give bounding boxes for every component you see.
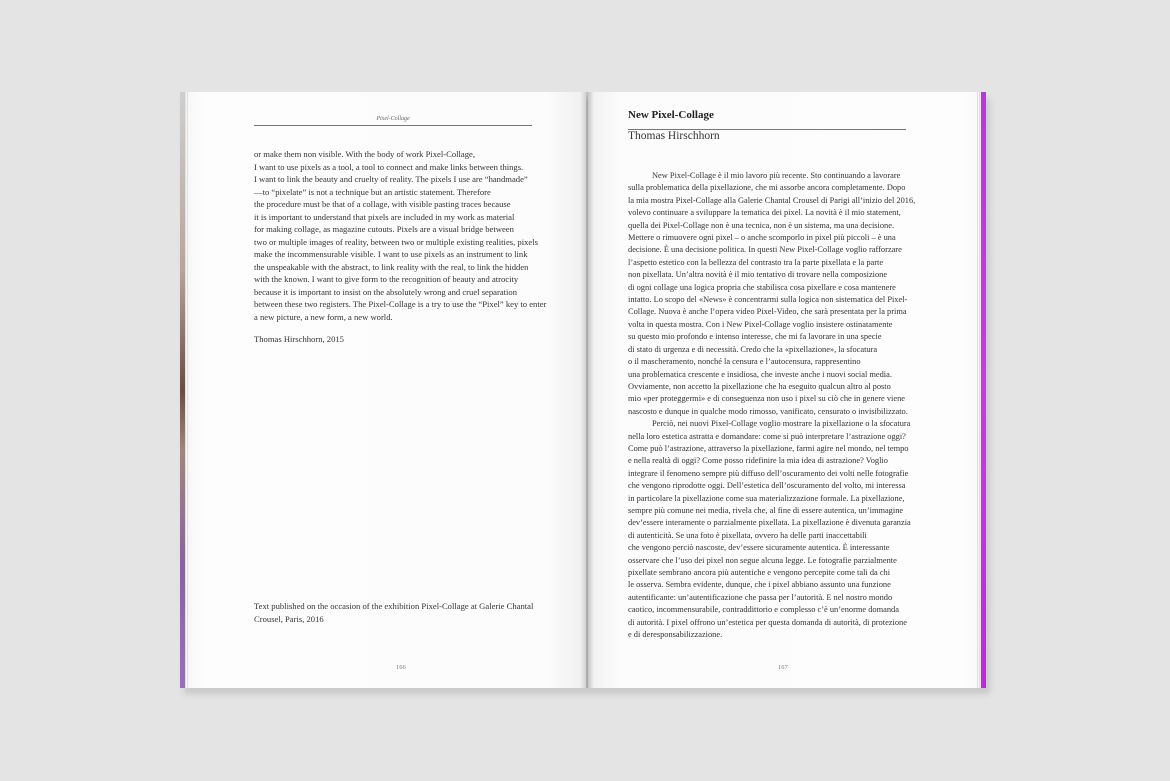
text-line: the procedure must be that of a collage, with visible pasting traces because bbox=[254, 199, 511, 209]
text-line: nella loro estetica astratta e domandare: come si può interpretare l’astrazione oggi? bbox=[628, 431, 906, 441]
text-line: intatto. Lo scopo del «News» è concentrarmi sulla logica non sistematica del Pixel- bbox=[628, 295, 908, 305]
text-line: su questo mio profondo e intenso interesse, che mi fa lavorare in una specie bbox=[628, 332, 882, 342]
text-line: di autenticità. Se una foto è pixellata, ovvero ha delle parti inaccettabili bbox=[628, 530, 867, 540]
page-number-left: 166 bbox=[396, 664, 406, 671]
open-book bbox=[180, 92, 990, 690]
text-line: non pixellata. Un’altra novità è il mio tentativo di trovare nella composizione bbox=[628, 270, 888, 280]
text-line: Come può l’astrazione, attraverso la pixellazione, farmi agire nel mondo, nel tempo bbox=[628, 443, 909, 453]
text-line: di ogni collage una logica propria che stabilisca cosa pixellare e cosa mantenere bbox=[628, 282, 896, 292]
text-line: di stato di urgenza e di necessità. Credo che la «pixellazione», la sfocatura bbox=[628, 344, 878, 354]
text-line: between these two registers. The Pixel-Collage is a try to use the “Pixel” key to enter bbox=[254, 299, 547, 309]
text-line: or make them non visible. With the body of work Pixel-Collage, bbox=[254, 149, 475, 159]
text-line: caotico, incommensurabile, contraddittorio e complesso c’è un’enorme domanda bbox=[628, 605, 899, 615]
text-line: New Pixel-Collage è il mio lavoro più recente. Sto continuando a lavorare bbox=[652, 171, 901, 180]
text-line: for making collage, as magazine cutouts. Pixels are a visual bridge between bbox=[254, 224, 514, 234]
text-line: che vengono riprodotte oggi. Dell’estetica dell’oscuramento del volto, mi interessa bbox=[628, 481, 906, 491]
text-line: decisione. È una decisione politica. In questi New Pixel-Collage voglio rafforzare bbox=[628, 245, 902, 255]
text-line: l’aspetto estetico con la bellezza del contrasto tra la parte pixellata e la parte bbox=[628, 257, 884, 267]
text-line: it is important to understand that pixels are included in my work as material bbox=[254, 211, 515, 222]
text-line: volta in questa mostra. Con i New Pixel-Collage voglio insistere ostinatamente bbox=[628, 319, 893, 329]
text-line: make the incommensurable visible. I want to use pixels as an instrument to link bbox=[254, 249, 528, 259]
text-line: I want to use pixels as a tool, a tool to connect and make links between things. bbox=[254, 161, 524, 172]
text-line: the unspeakable with the abstract, to link reality with the real, to link the hidden bbox=[254, 261, 529, 272]
text-line: I want to link the beauty and cruelty of reality. The pixels I use are “handmade” bbox=[254, 174, 528, 184]
text-line: Collage. Nuova è anche l’opera video Pixel-Video, che sarà presentata per la prima bbox=[628, 307, 907, 317]
page-number-right: 167 bbox=[778, 664, 788, 671]
text-line: di autorità. I pixel offrono un’estetica per questa domanda di autorità, di protezione bbox=[628, 617, 907, 627]
right-page bbox=[588, 92, 986, 688]
text-line: sulla problematica della pixellazione, che mi assorbe ancora completamente. Dopo bbox=[628, 183, 906, 193]
text-line: autentificante: un’autentificazione che passa per l’autorità. E nel nostro mondo bbox=[628, 592, 893, 602]
signature: Thomas Hirschhorn, 2015 bbox=[254, 334, 344, 344]
text-line: che vengono perciò nascoste, dev’essere sicuramente autentica. È interessante bbox=[628, 543, 890, 553]
text-line: Perciò, nei nuovi Pixel-Collage voglio mostrare la pixellazione o la sfocatura bbox=[652, 419, 911, 429]
text-line: sempre più comune nei media, rivela che, al fine di essere autentica, un’immagine bbox=[628, 505, 904, 515]
text-line: two or multiple images of reality, between two or multiple existing realities, pixels bbox=[254, 236, 538, 247]
text-line: e nella realtà di oggi? Come posso ridefinire la mia idea di astrazione? Voglio bbox=[628, 456, 888, 466]
text-line: in particolare la pixellazione come sua materializzazione formale. La pixellazione, bbox=[628, 493, 905, 503]
right-page-edge bbox=[981, 92, 986, 688]
article-title: New Pixel-Collage bbox=[628, 109, 714, 121]
text-line: because it is important to insist on the absolutely wrong and cruel separation bbox=[254, 286, 518, 297]
text-line: Mettere o rimuovere ogni pixel – o anche scomporlo in pixel più piccoli – è una bbox=[628, 233, 896, 243]
head-rule bbox=[254, 125, 532, 126]
right-page-stack bbox=[977, 92, 981, 688]
text-line: quella dei Pixel-Collage non è una tecnica, non è un sistema, ma una decisione. bbox=[628, 220, 895, 230]
text-line: una problematica crescente e insidiosa, che investe anche i nuovi social media. bbox=[628, 369, 892, 379]
text-line: nascosto e dunque in qualche modo rimosso, vanificato, censurato o invisibilizzato. bbox=[628, 406, 908, 416]
text-line: o il mascheramento, nonché la censura e l’autocensura, rappresentino bbox=[628, 357, 861, 367]
running-head: Pixel-Collage bbox=[376, 116, 410, 122]
text-line: mio «per proteggermi» e di conseguenza non uso i pixel su ciò che in genere viene bbox=[628, 394, 905, 404]
right-body-text bbox=[628, 170, 918, 641]
left-body-text bbox=[254, 148, 547, 323]
text-line: dev’essere interamente o parzialmente pixellata. La pixellazione è divenuta garanzia bbox=[628, 518, 911, 528]
text-line: le osserva. Sembra evidente, dunque, che i pixel abbiano assunto una funzione bbox=[628, 580, 891, 590]
text-line: with the known. I want to give form to the recognition of beauty and atrocity bbox=[254, 274, 519, 284]
text-line: osservare che l’uso dei pixel non segue alcuna legge. Le fotografie parzialmente bbox=[628, 555, 897, 565]
left-page bbox=[180, 92, 586, 688]
text-line: a new picture, a new form, a new world. bbox=[254, 311, 393, 322]
note-line: Text published on the occasion of the exhibition Pixel-Collage at Galerie Chantal bbox=[254, 601, 534, 611]
article-author: Thomas Hirschhorn bbox=[628, 130, 720, 142]
left-page-stack bbox=[185, 92, 189, 688]
publication-note bbox=[254, 600, 544, 625]
text-line: e di deresponsabilizzazione. bbox=[628, 630, 723, 640]
text-line: pixellate sembrano ancora più autentiche e vengono percepite come tali da chi bbox=[628, 568, 891, 577]
text-line: volevo continuare a sviluppare la tematica dei pixel. La novità è il mio statement, bbox=[628, 208, 901, 218]
text-line: integrare il fenomeno sempre più diffuso dell’oscuramento dei volti nelle fotografie bbox=[628, 468, 909, 478]
text-line: la mia mostra Pixel-Collage alla Galerie Chantal Crousel di Parigi all’inizio del 2016, bbox=[628, 195, 916, 205]
text-line: —to “pixelate” is not a technique but an artistic statement. Therefore bbox=[254, 186, 491, 197]
text-line: Ovviamente, non accetto la pixellazione che ha eseguito qualcun altro al posto bbox=[628, 381, 891, 391]
note-line: Crousel, Paris, 2016 bbox=[254, 613, 324, 624]
